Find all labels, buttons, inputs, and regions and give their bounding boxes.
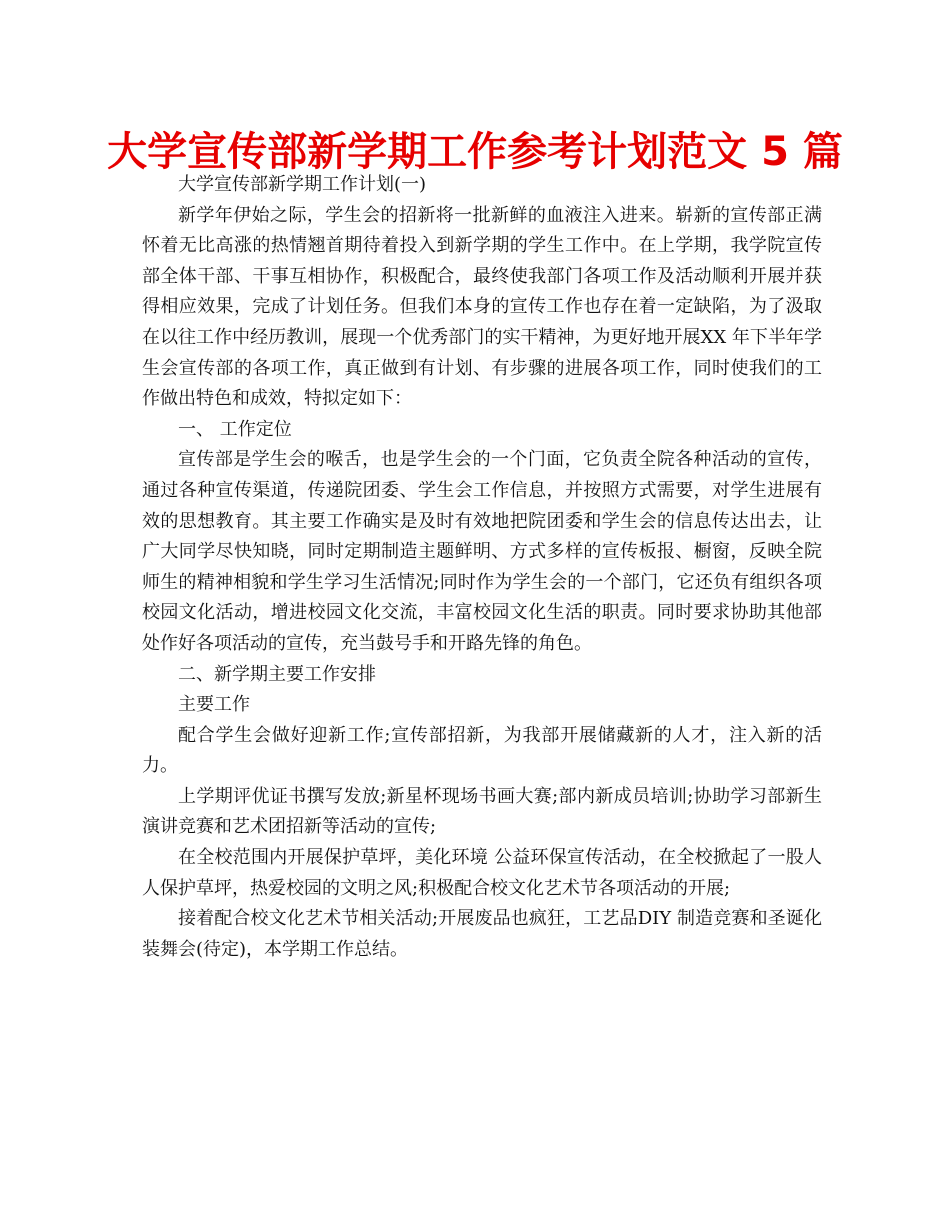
paragraph: 接着配合校文化艺术节相关活动;开展废品也疯狂，工艺品DIY 制造竞赛和圣诞化装舞会(待定)，本学期工作总结。: [142, 908, 822, 960]
paragraph: 宣传部是学生会的喉舌，也是学生会的一个门面，它负责全院各种活动的宣传，通过各种宣传渠道，传递院团委、学生会工作信息，并按照方式需要，对学生进展有效的思想教育。其主要工作确实是及时有效地把院团委和学生会的信息传达出去，让广大同学尽快知晓，同时定期制造主题鲜明、方式多样的宣传板报、橱窗，反映全院师生的精神相貌和学生学习生活情况;同时作为学生会的一个部门，它还负有组织各项校园文化活动，增进校园文化交流，丰富校园文化生活的职责。同时要求协助其他部处作好各项活动的宣传，充当鼓号手和开路先锋的角色。: [142, 449, 822, 654]
subsection-heading: 主要工作: [178, 694, 250, 716]
paragraph: 上学期评优证书撰写发放;新星杯现场书画大赛;部内新成员培训;协助学习部新生演讲竞赛和艺术团招新等活动的宣传;: [142, 785, 822, 838]
paragraph: 在全校范围内开展保护草坪，美化环境 公益环保宣传活动，在全校掀起了一股人人保护草坪，热爱校园的文明之风;积极配合校文化艺术节各项活动的开展;: [142, 847, 822, 899]
section-heading: 大学宣传部新学期工作计划(一): [178, 174, 427, 195]
section-heading: 二、新学期主要工作安排: [178, 663, 376, 685]
document-title: 大学宣传部新学期工作参考计划范文 5 篇: [107, 129, 843, 175]
paragraph: 配合学生会做好迎新工作;宣传部招新，为我部开展储藏新的人才，注入新的活力。: [142, 724, 822, 777]
section-heading: 一、 工作定位: [178, 418, 292, 440]
document-body: [142, 170, 822, 965]
paragraph: 新学年伊始之际，学生会的招新将一批新鲜的血液注入进来。崭新的宣传部正满怀着无比高涨的热情翘首期待着投入到新学期的学生工作中。在上学期，我学院宣传部全体干部、干事互相协作，积极配合，最终使我部门各项工作及活动顺利开展并获得相应效果，完成了计划任务。但我们本身的宣传工作也存在着一定缺陷，为了汲取在以往工作中经历教训，展现一个优秀部门的实干精神，为更好地开展XX 年下半年学生会宣传部的各项工作，真正做到有计划、有步骤的进展各项工作，同时使我们的工作做出特色和成效，特拟定如下：: [142, 204, 822, 410]
